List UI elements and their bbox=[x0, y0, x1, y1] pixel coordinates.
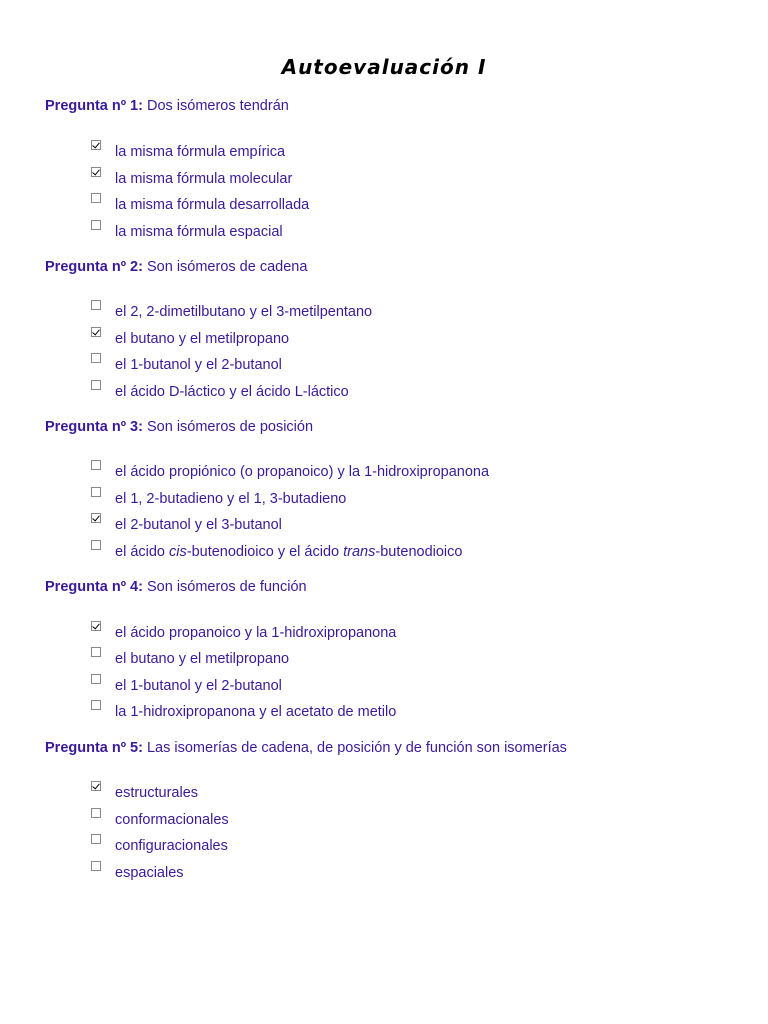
question-3 bbox=[45, 419, 313, 435]
option-5-3[interactable] bbox=[91, 833, 228, 855]
option-label: el ácido D-láctico y el ácido L-láctico bbox=[115, 384, 349, 400]
question-text: Son isómeros de posición bbox=[146, 419, 314, 435]
option-label: conformacionales bbox=[115, 812, 229, 828]
checkbox[interactable] bbox=[91, 353, 101, 363]
checkbox[interactable] bbox=[91, 834, 101, 844]
option-4-3[interactable] bbox=[91, 673, 282, 695]
option-label: la misma fórmula molecular bbox=[115, 171, 293, 187]
question-text: Dos isómeros tendrán bbox=[146, 98, 289, 114]
option-4-2[interactable] bbox=[91, 646, 289, 668]
option-2-1[interactable] bbox=[91, 299, 372, 321]
option-4-4[interactable] bbox=[91, 699, 396, 721]
checkbox[interactable] bbox=[91, 700, 101, 710]
question-label: Pregunta nº 3: bbox=[45, 419, 143, 435]
option-4-1[interactable] bbox=[91, 620, 396, 642]
question-label: Pregunta nº 2: bbox=[45, 259, 143, 275]
checkbox[interactable] bbox=[91, 621, 101, 631]
option-5-4[interactable] bbox=[91, 860, 184, 882]
option-label: el 2, 2-dimetilbutano y el 3-metilpentano bbox=[115, 304, 373, 320]
option-label: la 1-hidroxipropanona y el acetato de metilo bbox=[115, 704, 397, 720]
question-label: Pregunta nº 5: bbox=[45, 740, 143, 756]
checkbox[interactable] bbox=[91, 327, 101, 337]
option-3-1[interactable] bbox=[91, 459, 489, 481]
checkbox[interactable] bbox=[91, 300, 101, 310]
question-4 bbox=[45, 579, 307, 595]
option-2-4[interactable] bbox=[91, 379, 349, 401]
option-3-2[interactable] bbox=[91, 486, 346, 508]
option-3-4[interactable] bbox=[91, 539, 462, 561]
checkbox[interactable] bbox=[91, 487, 101, 497]
checkbox[interactable] bbox=[91, 140, 101, 150]
checkbox[interactable] bbox=[91, 674, 101, 684]
question-text: Las isomerías de cadena, de posición y de función son isomerías bbox=[146, 740, 567, 756]
checkbox[interactable] bbox=[91, 808, 101, 818]
option-label: el ácido propiónico (o propanoico) y la 1-hidroxipropanona bbox=[115, 464, 490, 480]
option-label: la misma fórmula empírica bbox=[115, 144, 286, 160]
checkbox[interactable] bbox=[91, 513, 101, 523]
checkbox[interactable] bbox=[91, 460, 101, 470]
checkbox[interactable] bbox=[91, 781, 101, 791]
option-label: estructurales bbox=[115, 785, 199, 801]
checkbox[interactable] bbox=[91, 193, 101, 203]
option-1-1[interactable] bbox=[91, 139, 285, 161]
option-label: espaciales bbox=[115, 865, 184, 881]
checkbox[interactable] bbox=[91, 540, 101, 550]
option-label: el ácido propanoico y la 1-hidroxipropanona bbox=[115, 625, 397, 641]
question-text: Son isómeros de cadena bbox=[146, 259, 308, 275]
option-3-3[interactable] bbox=[91, 512, 282, 534]
option-label: la misma fórmula desarrollada bbox=[115, 197, 310, 213]
option-5-2[interactable] bbox=[91, 807, 229, 829]
option-label: el 1-butanol y el 2-butanol bbox=[115, 357, 282, 373]
option-label: el 1, 2-butadieno y el 1, 3-butadieno bbox=[115, 491, 347, 507]
option-5-1[interactable] bbox=[91, 780, 198, 802]
option-1-4[interactable] bbox=[91, 219, 283, 241]
question-1 bbox=[45, 98, 289, 114]
checkbox[interactable] bbox=[91, 167, 101, 177]
question-2 bbox=[45, 259, 307, 275]
option-label: el 1-butanol y el 2-butanol bbox=[115, 678, 282, 694]
question-label: Pregunta nº 1: bbox=[45, 98, 143, 114]
checkbox[interactable] bbox=[91, 220, 101, 230]
option-1-2[interactable] bbox=[91, 166, 292, 188]
question-text: Son isómeros de función bbox=[146, 579, 307, 595]
option-2-2[interactable] bbox=[91, 326, 289, 348]
option-1-3[interactable] bbox=[91, 192, 309, 214]
option-label: el butano y el metilpropano bbox=[115, 651, 290, 667]
option-label: el ácido cis-butenodioico y el ácido trans-butenodioico bbox=[115, 544, 463, 560]
checkbox[interactable] bbox=[91, 380, 101, 390]
checkbox[interactable] bbox=[91, 861, 101, 871]
option-label: el 2-butanol y el 3-butanol bbox=[115, 517, 282, 533]
option-label: el butano y el metilpropano bbox=[115, 331, 290, 347]
option-label: configuracionales bbox=[115, 838, 228, 854]
checkbox[interactable] bbox=[91, 647, 101, 657]
page-title: Autoevaluación I bbox=[281, 55, 487, 79]
option-2-3[interactable] bbox=[91, 352, 282, 374]
question-label: Pregunta nº 4: bbox=[45, 579, 143, 595]
option-label: la misma fórmula espacial bbox=[115, 224, 283, 240]
question-5 bbox=[45, 740, 567, 756]
